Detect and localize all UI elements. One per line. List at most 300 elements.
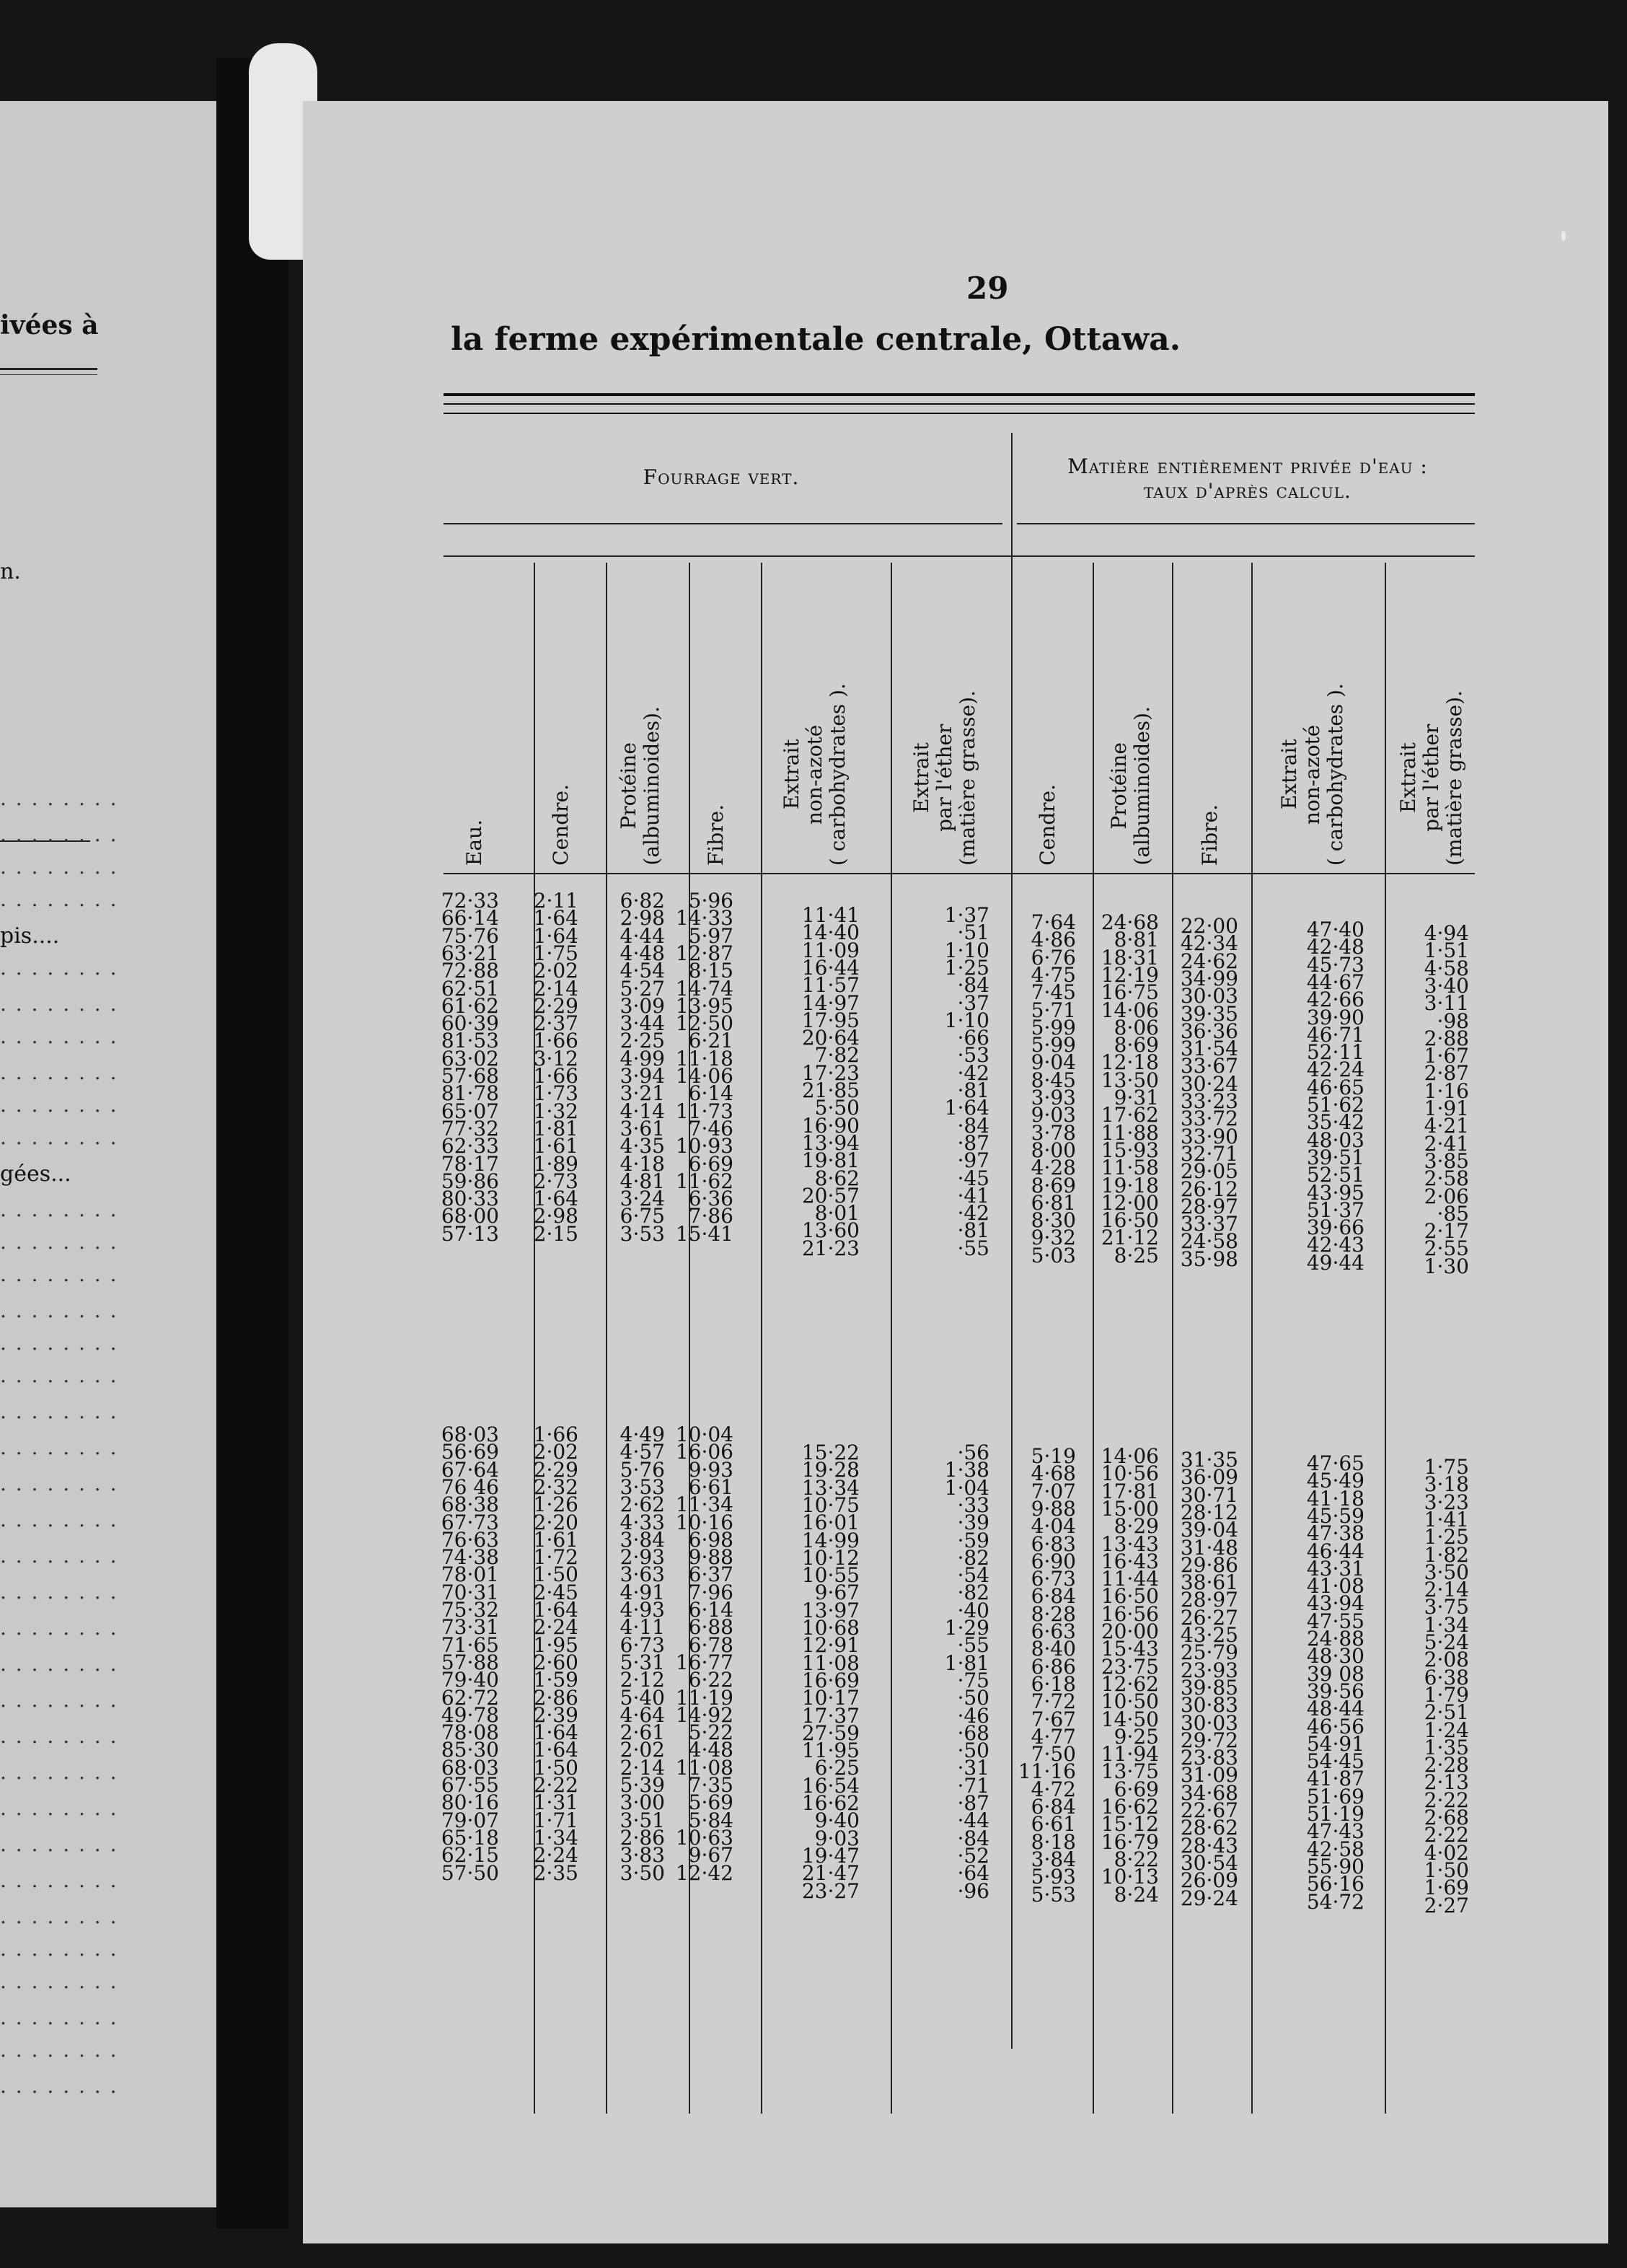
table-cell: 14·74 — [675, 976, 733, 1001]
table-cell: 51·19 — [1306, 1802, 1364, 1826]
table-cell: 9·03 — [814, 1826, 860, 1850]
leader-dots: . . . . . . . . — [0, 1436, 118, 1459]
leader-dots: . . . . . . . . — [0, 1937, 118, 1961]
table-cell: 1·64 — [533, 1720, 578, 1745]
table-cell: 57·68 — [441, 1064, 499, 1088]
column-head-fibre — [692, 563, 739, 866]
column-head-d-cendre — [1013, 563, 1082, 866]
table-cell: 20·00 — [1101, 1619, 1159, 1643]
table-cell: 1·64 — [533, 1598, 578, 1622]
table-cell: 30·83 — [1180, 1693, 1238, 1718]
table-cell: 68·03 — [441, 1755, 499, 1780]
table-cell: 19·28 — [801, 1458, 860, 1482]
table-cell: 16·50 — [1101, 1584, 1159, 1609]
table-cell: 62·51 — [441, 976, 499, 1001]
table-cell: 6·90 — [1031, 1549, 1076, 1573]
table-cell: 4·28 — [1031, 1156, 1076, 1180]
table-cell: 54·91 — [1306, 1731, 1364, 1756]
table-cell: 24·88 — [1306, 1627, 1364, 1651]
column-head-eau — [444, 563, 505, 866]
table-cell: 62·72 — [441, 1685, 499, 1710]
table-cell: 4·54 — [620, 959, 665, 983]
table-cell: 9·32 — [1031, 1226, 1076, 1250]
table-cell: 4·35 — [620, 1134, 665, 1159]
page-number: 29 — [966, 271, 1009, 306]
table-cell: 11·18 — [675, 1046, 733, 1071]
table-cell: 11·73 — [675, 1099, 733, 1123]
column-line — [1093, 563, 1094, 2114]
table-cell: 39·04 — [1180, 1518, 1238, 1542]
table-cell: 17·37 — [801, 1703, 860, 1728]
table-cell: 3·51 — [620, 1808, 665, 1832]
table-cell: 52·11 — [1306, 1040, 1364, 1065]
table-cell: 15·00 — [1101, 1496, 1159, 1521]
table-cell: 6·36 — [688, 1187, 733, 1211]
table-cell: 22·67 — [1180, 1798, 1238, 1822]
table-cell: 33·37 — [1180, 1212, 1238, 1236]
table-cell: 1·26 — [533, 1493, 578, 1517]
table-cell: 68·00 — [441, 1204, 499, 1228]
table-cell: ·41 — [957, 1183, 989, 1208]
table-cell: 3·44 — [620, 1011, 665, 1036]
table-cell: ·81 — [957, 1078, 989, 1102]
table-cell: 4·48 — [688, 1738, 733, 1762]
table-cell: 4·57 — [620, 1440, 665, 1464]
column-head-label: Extrait non-azoté ( carbohydrates ). — [780, 682, 850, 866]
leader-dots: . . . . . . . . — [0, 1197, 118, 1221]
table-cell: 1·04 — [944, 1475, 989, 1500]
table-cell: 13·95 — [675, 993, 733, 1018]
table-cell: 61·62 — [441, 993, 499, 1018]
group-title-dry-line1: Matière entièrement privée d'eau : — [1067, 454, 1428, 478]
table-cell: 1·10 — [944, 1008, 989, 1032]
table-cell: 2·25 — [620, 1029, 665, 1053]
table-cell: 2·98 — [620, 906, 665, 931]
table-cell: 66·14 — [441, 906, 499, 931]
table-cell: 3·84 — [620, 1527, 665, 1552]
table-cell: 8·81 — [1114, 928, 1159, 952]
table-cell: 31·54 — [1180, 1037, 1238, 1061]
column-line — [761, 563, 762, 2114]
table-cell: 81·53 — [441, 1029, 499, 1053]
table-cell: 51·69 — [1306, 1784, 1364, 1808]
table-cell: 2·17 — [1424, 1219, 1469, 1244]
table-cell: 9·67 — [814, 1581, 860, 1605]
table-cell: 46·71 — [1306, 1022, 1364, 1047]
table-cell: 41·87 — [1306, 1767, 1364, 1791]
table-cell: 2·86 — [620, 1825, 665, 1850]
table-cell: 56·16 — [1306, 1872, 1364, 1896]
table-cell: 2·02 — [620, 1738, 665, 1762]
table-cell: 10·50 — [1101, 1689, 1159, 1714]
table-cell: 28·97 — [1180, 1194, 1238, 1218]
table-cell: 25·79 — [1180, 1640, 1238, 1665]
table-cell: 4·33 — [620, 1510, 665, 1534]
table-cell: 12·42 — [675, 1860, 733, 1885]
table-cell: 13·97 — [801, 1598, 860, 1622]
table-cell: 31·09 — [1180, 1763, 1238, 1788]
column-head-extrait-na — [764, 563, 865, 866]
table-cell: 5·31 — [620, 1650, 665, 1674]
table-cell: 7·45 — [1031, 980, 1076, 1005]
left-page-rule — [0, 368, 97, 375]
column-head-label: Protéine (albuminoides). — [1106, 706, 1154, 866]
table-cell: 1·91 — [1424, 1096, 1469, 1120]
leader-dots: . . . . . . . . — [0, 1508, 118, 1531]
table-cell: ·31 — [957, 1756, 989, 1780]
table-cell: 31·48 — [1180, 1535, 1238, 1560]
table-cell: 4·58 — [1424, 956, 1469, 980]
table-cell: 6·88 — [688, 1615, 733, 1640]
table-cell: 8·30 — [1031, 1208, 1076, 1233]
leader-dots: . . . . . . . . — [0, 1580, 118, 1604]
table-cell: 55·90 — [1306, 1854, 1364, 1878]
table-cell: 30·71 — [1180, 1482, 1238, 1507]
table-cell: 10·55 — [801, 1563, 860, 1588]
table-cell: 1·34 — [533, 1825, 578, 1850]
table-cell: 35·98 — [1180, 1247, 1238, 1271]
table-cell: 4·11 — [620, 1615, 665, 1640]
table-cell: 39·66 — [1306, 1216, 1364, 1240]
table-cell: 42·43 — [1306, 1233, 1364, 1257]
leader-dots: . . . . . . . . — [0, 1904, 118, 1928]
table-cell: 6·78 — [688, 1632, 733, 1657]
table-cell: 28·43 — [1180, 1833, 1238, 1858]
table-cell: 41·18 — [1306, 1486, 1364, 1511]
table-cell: 2·20 — [533, 1510, 578, 1534]
table-cell: ·97 — [957, 1148, 989, 1173]
table-cell: 2·24 — [533, 1615, 578, 1640]
table-cell: 3·61 — [620, 1116, 665, 1140]
table-cell: 8·22 — [1114, 1847, 1159, 1871]
table-cell: 13·60 — [801, 1218, 860, 1243]
table-cell: 9·25 — [1114, 1724, 1159, 1749]
table-cell: 4·86 — [1031, 928, 1076, 952]
leader-dots: . . . . . . . . — [0, 1298, 118, 1322]
table-cell: 4·02 — [1424, 1840, 1469, 1865]
table-cell: 75·32 — [441, 1598, 499, 1622]
table-cell: 31·35 — [1180, 1448, 1238, 1472]
table-cell: ·50 — [957, 1686, 989, 1710]
column-head-label: Extrait non-azoté ( carbohydrates ). — [1277, 682, 1347, 866]
leader-dots: . . . . . . . . — [0, 1760, 118, 1784]
table-cell: 81·78 — [441, 1081, 499, 1106]
table-cell: 43·25 — [1180, 1623, 1238, 1647]
table-cell: 6·98 — [688, 1527, 733, 1552]
table-cell: 8·25 — [1114, 1243, 1159, 1267]
group-rule-fresh — [444, 523, 1002, 524]
table-cell: 2·62 — [620, 1493, 665, 1517]
leader-dots: . . . . . . . . — [0, 2038, 118, 2062]
table-cell: 24·68 — [1101, 910, 1159, 934]
table-cell: 8·06 — [1114, 1015, 1159, 1040]
leader-dots: . . . . . . . . — [0, 855, 118, 879]
column-head-label: Protéine (albuminoides). — [616, 706, 663, 866]
table-cell: 1·64 — [533, 1738, 578, 1762]
table-cell: 6·76 — [1031, 945, 1076, 970]
table-cell: 16·54 — [801, 1773, 860, 1798]
table-cell: ·45 — [957, 1166, 989, 1190]
table-cell: 10·56 — [1101, 1462, 1159, 1486]
column-head-label: Cendre. — [548, 784, 573, 866]
table-cell: 12·19 — [1101, 962, 1159, 987]
table-cell: 42·48 — [1306, 935, 1364, 959]
table-cell: 2·41 — [1424, 1131, 1469, 1156]
leader-dots: . . . . . . . . — [0, 1616, 118, 1640]
table-cell: 5·97 — [688, 923, 733, 948]
table-cell: ·75 — [957, 1668, 989, 1692]
column-head-d-extrait-eth — [1388, 563, 1475, 866]
group-title-dry — [1013, 454, 1482, 504]
table-cell: 1·71 — [533, 1808, 578, 1832]
table-cell: 14·92 — [675, 1702, 733, 1727]
table-cell: 8·69 — [1114, 1033, 1159, 1058]
table-cell: 13·34 — [801, 1475, 860, 1500]
table-cell: 74·38 — [441, 1545, 499, 1570]
table-cell: 15·12 — [1101, 1812, 1159, 1837]
table-cell: 2·14 — [1424, 1578, 1469, 1602]
table-cell: ·42 — [957, 1201, 989, 1226]
table-cell: ·55 — [957, 1633, 989, 1658]
table-cell: 5·03 — [1031, 1243, 1076, 1267]
table-cell: 4·93 — [620, 1598, 665, 1622]
table-cell: 21·85 — [801, 1078, 860, 1102]
table-cell: 8·28 — [1031, 1601, 1076, 1626]
table-cell: 8·18 — [1031, 1829, 1076, 1854]
table-cell: 30·03 — [1180, 984, 1238, 1008]
table-cell: 2·88 — [1424, 1026, 1469, 1050]
table-cell: 1·38 — [944, 1458, 989, 1482]
table-cell: 2·37 — [533, 1011, 578, 1036]
table-cell: 2·24 — [533, 1843, 578, 1868]
table-cell: 10·17 — [801, 1686, 860, 1710]
table-cell: 3·50 — [620, 1860, 665, 1885]
table-cell: 2·29 — [533, 993, 578, 1018]
table-cell: 1·24 — [1424, 1718, 1469, 1742]
table-cell: 11·08 — [675, 1755, 733, 1780]
table-cell: 2·28 — [1424, 1753, 1469, 1777]
table-cell: 11·09 — [801, 938, 860, 962]
table-cell: ·81 — [957, 1218, 989, 1243]
table-cell: 4·75 — [1031, 962, 1076, 987]
table-cell: 14·06 — [675, 1064, 733, 1088]
table-cell: 8·00 — [1031, 1138, 1076, 1162]
table-cell: 49·44 — [1306, 1250, 1364, 1275]
table-cell: 4·91 — [620, 1580, 665, 1604]
leader-dots: . . . . . . . . — [0, 1796, 118, 1820]
leader-dots: . . . . . . . . — [0, 1724, 118, 1748]
table-cell: 85·30 — [441, 1738, 499, 1762]
table-cell: 1·82 — [1424, 1542, 1469, 1567]
table-cell: 9·40 — [814, 1808, 860, 1833]
table-cell: 72·33 — [441, 889, 499, 913]
table-cell: 14·40 — [801, 920, 860, 945]
table-cell: 26·27 — [1180, 1605, 1238, 1630]
column-head-label: Eau. — [462, 819, 486, 866]
column-line — [606, 563, 607, 2114]
table-cell: 10·93 — [675, 1134, 733, 1159]
table-cell: 4·04 — [1031, 1514, 1076, 1539]
table-cell: 1·72 — [533, 1545, 578, 1570]
table-cell: 1·50 — [533, 1562, 578, 1587]
leader-dots: . . . . . . . . — [0, 1969, 118, 1993]
table-cell: ·71 — [957, 1773, 989, 1798]
table-cell: 3·40 — [1424, 973, 1469, 998]
table-cell: 7·72 — [1031, 1689, 1076, 1714]
table-cell: 14·50 — [1101, 1707, 1159, 1731]
column-head-proteine — [609, 563, 671, 866]
table-cell: 6·83 — [1031, 1531, 1076, 1556]
table-cell: 51·62 — [1306, 1093, 1364, 1117]
table-cell: 68·03 — [441, 1423, 499, 1446]
table-cell: 47·43 — [1306, 1819, 1364, 1844]
table-cell: ·42 — [957, 1060, 989, 1085]
table-cell: 11·16 — [1018, 1759, 1076, 1784]
leader-dots: . . . . . . . . — [0, 2074, 118, 2098]
table-cell: 33·23 — [1180, 1089, 1238, 1113]
table-cell: 2·02 — [533, 959, 578, 983]
table-cell: 7·96 — [688, 1580, 733, 1604]
table-cell: 5·93 — [1031, 1865, 1076, 1889]
table-cell: 3·09 — [620, 993, 665, 1018]
table-cell: 6·38 — [1424, 1665, 1469, 1689]
table-cell: 3·21 — [620, 1081, 665, 1106]
table-cell: 18·31 — [1101, 945, 1159, 970]
table-cell: 14·06 — [1101, 998, 1159, 1022]
table-cell: 3·63 — [620, 1562, 665, 1587]
table-cell: 9·03 — [1031, 1103, 1076, 1128]
table-cell: 6·63 — [1031, 1619, 1076, 1643]
table-cell: 17·81 — [1101, 1479, 1159, 1503]
table-cell: 15·22 — [801, 1441, 860, 1464]
leader-dots: . . . . . . . . — [0, 1230, 118, 1254]
table-cell: 3·93 — [1031, 1086, 1076, 1109]
table-cell: 9·31 — [1114, 1086, 1159, 1109]
column-line — [1251, 563, 1253, 2114]
page — [303, 101, 1608, 2243]
table-cell: 67·64 — [441, 1457, 499, 1482]
table-cell: 2·27 — [1424, 1893, 1469, 1917]
leader-dots: . . . . . . . . — [0, 887, 118, 911]
table-cell: 6·84 — [1031, 1795, 1076, 1819]
page-header: la ferme expérimentale centrale, Ottawa. — [451, 321, 1181, 358]
table-cell: ·84 — [957, 973, 989, 998]
table-cell: 16·44 — [801, 955, 860, 980]
leader-dots: . . . . . . . . — [0, 1544, 118, 1568]
table-cell: ·54 — [957, 1563, 989, 1588]
table-cell: 30·24 — [1180, 1071, 1238, 1096]
table-cell: 29·72 — [1180, 1728, 1238, 1752]
leader-dots: . . . . . . . . — [0, 1688, 118, 1712]
table-cell: 20·57 — [801, 1183, 860, 1208]
table-cell: 8·15 — [688, 959, 733, 983]
table-cell: 11·08 — [801, 1651, 860, 1675]
table-cell: 3·53 — [620, 1221, 665, 1246]
table-cell: 39 08 — [1306, 1661, 1364, 1686]
table-cell: 19·47 — [801, 1843, 860, 1868]
table-cell: 6·61 — [1031, 1812, 1076, 1837]
table-cell: 28·12 — [1180, 1500, 1238, 1524]
table-cell: 2·68 — [1424, 1806, 1469, 1829]
table-cell: ·84 — [957, 1113, 989, 1138]
column-head-label: Fibre. — [703, 804, 728, 866]
left-page-title-fragment: ivées à — [0, 310, 99, 340]
table-cell: 34·99 — [1180, 966, 1238, 990]
table-cell: 5·50 — [814, 1096, 860, 1120]
table-cell: 47·40 — [1306, 918, 1364, 941]
table-cell: 6·82 — [620, 889, 665, 913]
table-cell: 65·07 — [441, 1099, 499, 1123]
table-cell: ·33 — [957, 1493, 989, 1517]
table-cell: 1·64 — [944, 1096, 989, 1120]
table-cell: 1·61 — [533, 1527, 578, 1552]
table-cell: 4·49 — [620, 1423, 665, 1446]
leader-dots: . . . . . . . . — [0, 1832, 118, 1856]
table-cell: 33·72 — [1180, 1107, 1238, 1131]
table-cell: 11·34 — [675, 1493, 733, 1517]
table-cell: 5·99 — [1031, 1033, 1076, 1058]
table-cell: 3·94 — [620, 1064, 665, 1088]
left-page-fragment-n: n. — [0, 559, 21, 584]
table-cell: 11·44 — [1101, 1567, 1159, 1591]
table-cell: ·84 — [957, 1826, 989, 1850]
table-cell: 1·95 — [533, 1632, 578, 1657]
table-cell: 14·99 — [801, 1528, 860, 1552]
table-cell: 77·32 — [441, 1116, 499, 1140]
table-cell: 26·12 — [1180, 1177, 1238, 1201]
table-cell: 28·62 — [1180, 1816, 1238, 1840]
table-cell: 36·36 — [1180, 1019, 1238, 1043]
table-cell: 3·24 — [620, 1187, 665, 1211]
table-cell: 1·81 — [533, 1116, 578, 1140]
table-cell: 52·51 — [1306, 1163, 1364, 1187]
table-cell: 1·66 — [533, 1029, 578, 1053]
table-cell: 78·17 — [441, 1151, 499, 1176]
table-cell: 4·64 — [620, 1702, 665, 1727]
table-cell: 21·12 — [1101, 1226, 1159, 1250]
table-cell: 1·64 — [533, 1187, 578, 1211]
table-cell: 7·35 — [688, 1773, 733, 1797]
table-cell: 2·32 — [533, 1474, 578, 1499]
table-cell: 4·81 — [620, 1169, 665, 1193]
table-cell: 1·64 — [533, 906, 578, 931]
table-cell: 23·27 — [801, 1878, 860, 1903]
table-cell: ·46 — [957, 1703, 989, 1728]
table-cell: 10·16 — [675, 1510, 733, 1534]
table-cell: 16·56 — [1101, 1601, 1159, 1626]
table-cell: 8·01 — [814, 1201, 860, 1226]
table-cell: 16·77 — [675, 1650, 733, 1674]
table-cell: 48·44 — [1306, 1697, 1364, 1721]
group-title-fresh: Fourrage vert. — [643, 465, 800, 489]
table-cell: 10·63 — [675, 1825, 733, 1850]
table-cell: 7·64 — [1031, 910, 1076, 934]
table-cell: 10·68 — [801, 1616, 860, 1640]
table-cell: 48·30 — [1306, 1644, 1364, 1669]
table-cell: 7·50 — [1031, 1742, 1076, 1767]
table-cell: 6·14 — [688, 1598, 733, 1622]
table-cell: 2·14 — [533, 976, 578, 1001]
table-cell: 8·69 — [1031, 1173, 1076, 1197]
table-cell: 10·04 — [675, 1423, 733, 1446]
table-cell: 1·25 — [944, 955, 989, 980]
table-cell: 65·18 — [441, 1825, 499, 1850]
table-cell: 24·62 — [1180, 949, 1238, 973]
table-cell: 3·85 — [1424, 1148, 1469, 1173]
table-cell: 38·61 — [1180, 1570, 1238, 1595]
table-cell: 30·03 — [1180, 1710, 1238, 1735]
table-cell: 2·35 — [533, 1860, 578, 1885]
